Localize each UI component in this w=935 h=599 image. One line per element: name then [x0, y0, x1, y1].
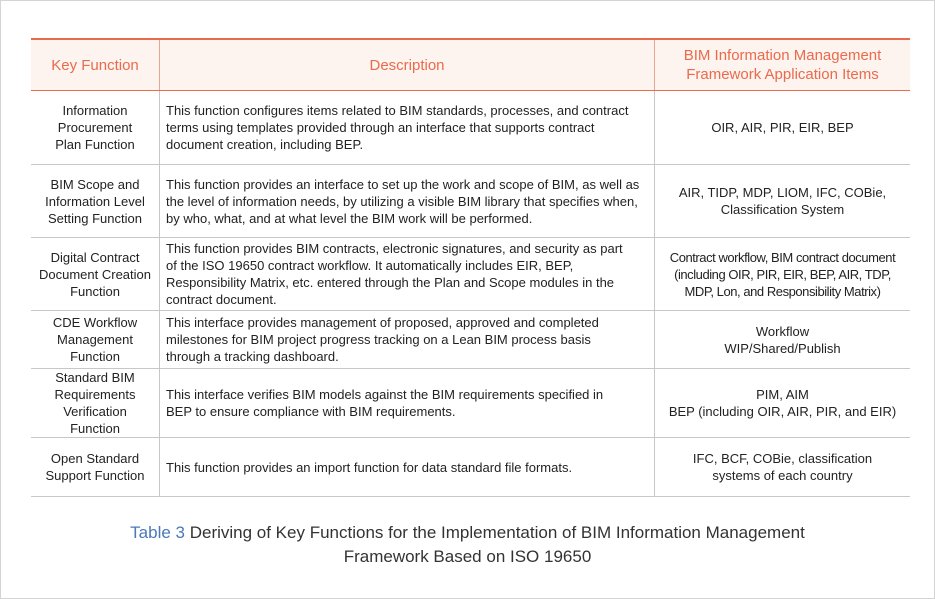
table-row [31, 311, 910, 369]
header-description: Description [160, 39, 655, 91]
key-function-cell: Standard BIM Requirements Verification Function [31, 369, 160, 438]
key-function-cell: CDE Workflow Management Function [31, 311, 160, 369]
table-caption [0, 521, 935, 569]
table-row [31, 91, 910, 165]
header-application-items: BIM Information Management Framework Application Items [655, 39, 911, 91]
description-cell: This function provides BIM contracts, electronic signatures, and security as part of the ISO 19650 contract workflow. It automatically includes EIR, BEP, Responsibility Matrix, etc. entered through the Plan and Scope modules in the contract document. [160, 238, 655, 311]
description-cell: This function provides an interface to set up the work and scope of BIM, as well as the level of information needs, by utilizing a visible BIM library that specifies when, by who, what, and at what level the BIM work will be performed. [160, 165, 655, 238]
table-row [31, 165, 910, 238]
header-key-function: Key Function [31, 39, 160, 91]
description-cell: This function configures items related to BIM standards, processes, and contract terms using templates provided through an interface that supports contract document creation, including BEP. [160, 91, 655, 165]
key-functions-table [31, 38, 910, 497]
application-items-cell: OIR, AIR, PIR, EIR, BEP [655, 91, 911, 165]
table-row [31, 238, 910, 311]
key-function-cell: Information Procurement Plan Function [31, 91, 160, 165]
key-function-cell: Digital Contract Document Creation Function [31, 238, 160, 311]
key-function-cell: BIM Scope and Information Level Setting Function [31, 165, 160, 238]
description-cell: This interface provides management of proposed, approved and completed milestones for BIM project progress tracking on a Lean BIM process basis through a tracking dashboard. [160, 311, 655, 369]
caption-label: Table 3 [130, 523, 185, 542]
application-items-cell: Workflow WIP/Shared/Publish [655, 311, 911, 369]
description-cell: This function provides an import function for data standard file formats. [160, 438, 655, 497]
key-function-cell: Open Standard Support Function [31, 438, 160, 497]
application-items-cell: Contract workflow, BIM contract document (including OIR, PIR, EIR, BEP, AIR, TDP, MDP, Lon, and Responsibility Matrix) [655, 238, 911, 311]
table-row [31, 438, 910, 497]
table-row [31, 369, 910, 438]
application-items-cell: PIM, AIM BEP (including OIR, AIR, PIR, and EIR) [655, 369, 911, 438]
description-cell: This interface verifies BIM models against the BIM requirements specified in BEP to ensure compliance with BIM requirements. [160, 369, 655, 438]
table-header-row [31, 39, 910, 91]
caption-text: Deriving of Key Functions for the Implementation of BIM Information Management Framework Based on ISO 19650 [189, 523, 805, 566]
application-items-cell: IFC, BCF, COBie, classification systems of each country [655, 438, 911, 497]
application-items-cell: AIR, TIDP, MDP, LIOM, IFC, COBie, Classification System [655, 165, 911, 238]
